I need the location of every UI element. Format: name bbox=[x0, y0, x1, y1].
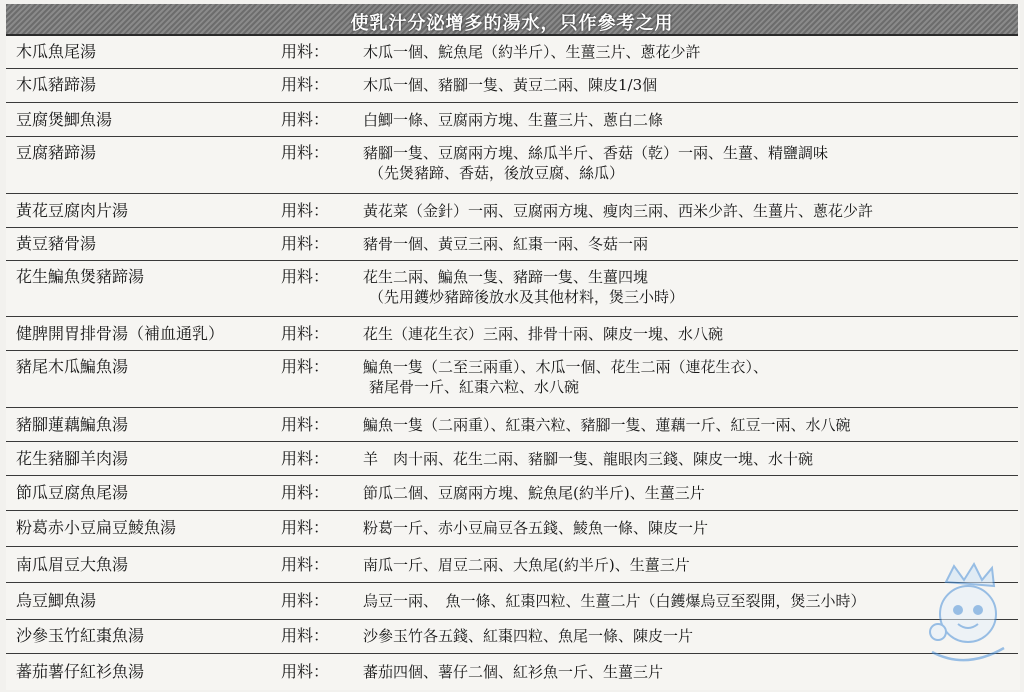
table-row bbox=[6, 193, 1018, 227]
ingredients-line: 羊 肉十兩、花生二兩、豬腳一隻、龍眼肉三錢、陳皮一塊、水十碗 bbox=[363, 449, 814, 468]
ingredients-line: 花生（連花生衣）三兩、排骨十兩、陳皮一塊、水八碗 bbox=[363, 324, 724, 343]
table-row bbox=[6, 68, 1018, 102]
ingredients-label: 用料： bbox=[281, 260, 361, 317]
ingredients-line: 粉葛一斤、赤小豆扁豆各五錢、鯪魚一條、陳皮一片 bbox=[363, 519, 709, 538]
recipe-ingredients bbox=[361, 260, 1018, 317]
ingredients-label: 用料： bbox=[281, 619, 361, 653]
recipe-name: 豆腐豬蹄湯 bbox=[6, 137, 281, 194]
document-title: 使乳汁分泌增多的湯水，只作參考之用 bbox=[350, 13, 674, 34]
ingredients-label: 用料： bbox=[281, 583, 361, 619]
ingredients-label: 用料： bbox=[281, 228, 361, 260]
recipe-ingredients bbox=[361, 351, 1018, 408]
recipe-name: 健脾開胃排骨湯（補血通乳） bbox=[6, 317, 281, 351]
recipe-ingredients bbox=[361, 476, 1018, 510]
recipe-name: 豆腐煲鯽魚湯 bbox=[6, 103, 281, 137]
recipe-name: 黃豆豬骨湯 bbox=[6, 228, 281, 260]
recipe-name: 黃花豆腐肉片湯 bbox=[6, 193, 281, 227]
recipe-ingredients bbox=[361, 317, 1018, 351]
recipe-ingredients bbox=[361, 137, 1018, 194]
ingredients-line: 鯿魚一隻（二至三兩重）、木瓜一個、花生二兩（連花生衣）、 bbox=[363, 358, 769, 377]
recipe-table bbox=[6, 36, 1018, 690]
ingredients-line: 白鯽一條、豆腐兩方塊、生薑三片、蔥白二條 bbox=[363, 110, 664, 129]
recipe-name: 節瓜豆腐魚尾湯 bbox=[6, 476, 281, 510]
table-row bbox=[6, 351, 1018, 408]
ingredients-label: 用料： bbox=[281, 476, 361, 510]
recipe-ingredients bbox=[361, 510, 1018, 546]
ingredients-line: 沙參玉竹各五錢、紅棗四粒、魚尾一條、陳皮一片 bbox=[363, 627, 694, 646]
table-row bbox=[6, 260, 1018, 317]
title-bar bbox=[6, 4, 1018, 36]
table-row bbox=[6, 583, 1018, 619]
ingredients-line-2: （先煲豬蹄、香菇，後放豆腐、絲瓜） bbox=[369, 164, 625, 183]
baby-kingdom-watermark-logo bbox=[916, 552, 1016, 682]
recipe-name: 南瓜眉豆大魚湯 bbox=[6, 547, 281, 583]
recipe-ingredients bbox=[361, 407, 1018, 441]
recipe-name: 烏豆鯽魚湯 bbox=[6, 583, 281, 619]
recipe-ingredients bbox=[361, 68, 1018, 102]
table-row bbox=[6, 137, 1018, 194]
ingredients-label: 用料： bbox=[281, 547, 361, 583]
ingredients-label: 用料： bbox=[281, 317, 361, 351]
ingredients-label: 用料： bbox=[281, 36, 361, 68]
recipe-name: 花生鯿魚煲豬蹄湯 bbox=[6, 260, 281, 317]
recipe-name: 沙參玉竹紅棗魚湯 bbox=[6, 619, 281, 653]
recipe-ingredients bbox=[361, 193, 1018, 227]
ingredients-line: 鯿魚一隻（二兩重）、紅棗六粒、豬腳一隻、蓮藕一斤、紅豆一兩、水八碗 bbox=[363, 415, 851, 434]
recipe-name: 木瓜魚尾湯 bbox=[6, 36, 281, 68]
table-row bbox=[6, 407, 1018, 441]
ingredients-line: 節瓜二個、豆腐兩方塊、鯇魚尾(約半斤)、生薑三片 bbox=[363, 484, 705, 503]
recipe-name: 豬腳蓮藕鯿魚湯 bbox=[6, 407, 281, 441]
table-row bbox=[6, 228, 1018, 260]
recipe-ingredients bbox=[361, 228, 1018, 260]
ingredients-label: 用料： bbox=[281, 137, 361, 194]
ingredients-label: 用料： bbox=[281, 442, 361, 476]
table-row bbox=[6, 36, 1018, 68]
recipe-name: 蕃茄薯仔紅衫魚湯 bbox=[16, 662, 145, 682]
table-row bbox=[6, 654, 1018, 690]
ingredients-line: 花生二兩、鯿魚一隻、豬蹄一隻、生薑四塊 bbox=[363, 267, 649, 286]
ingredients-line: 南瓜一斤、眉豆二兩、大魚尾(約半斤)、生薑三片 bbox=[363, 555, 690, 574]
ingredients-label: 用料： bbox=[281, 193, 361, 227]
ingredients-line: 黃花菜（金針）一兩、豆腐兩方塊、瘦肉三兩、西米少許、生薑片、蔥花少許 bbox=[363, 201, 874, 220]
ingredients-line: 豬腳一隻、豆腐兩方塊、絲瓜半斤、香菇（乾）一兩、生薑、精鹽調味 bbox=[363, 144, 829, 163]
recipe-ingredients bbox=[361, 442, 1018, 476]
recipe-name: 花生豬腳羊肉湯 bbox=[6, 442, 281, 476]
ingredients-line-2: 豬尾骨一斤、紅棗六粒、水八碗 bbox=[369, 378, 580, 397]
table-row bbox=[6, 619, 1018, 653]
ingredients-label: 用料： bbox=[281, 407, 361, 441]
table-row bbox=[6, 510, 1018, 546]
ingredients-label: 用料： bbox=[281, 68, 361, 102]
ingredients-line: 烏豆一兩、 魚一條、紅棗四粒、生薑二片（白鑊爆烏豆至裂開，煲三小時） bbox=[363, 592, 866, 611]
table-row bbox=[6, 476, 1018, 510]
table-row bbox=[6, 317, 1018, 351]
ingredients-line: 木瓜一個、鯇魚尾（約半斤）、生薑三片、蔥花少許 bbox=[363, 42, 701, 61]
ingredients-line-2: （先用鑊炒豬蹄後放水及其他材料，煲三小時） bbox=[369, 287, 685, 306]
ingredients-line: 木瓜一個、豬腳一隻、黃豆二兩、陳皮1/3個 bbox=[363, 76, 658, 95]
recipe-ingredients bbox=[361, 36, 1018, 68]
table-row bbox=[6, 547, 1018, 583]
table-row bbox=[6, 103, 1018, 137]
recipe-name: 豬尾木瓜鯿魚湯 bbox=[6, 351, 281, 408]
recipe-name: 木瓜豬蹄湯 bbox=[6, 68, 281, 102]
ingredients-label: 用料： bbox=[281, 351, 361, 408]
table-row bbox=[6, 442, 1018, 476]
recipe-ingredients bbox=[361, 103, 1018, 137]
ingredients-line: 豬骨一個、黃豆三兩、紅棗一兩、冬菇一兩 bbox=[363, 234, 649, 253]
ingredients-label: 用料： bbox=[281, 510, 361, 546]
ingredients-label: 用料： bbox=[281, 103, 361, 137]
recipe-name: 粉葛赤小豆扁豆鯪魚湯 bbox=[6, 510, 281, 546]
ingredients-label: 用料： bbox=[281, 662, 330, 682]
ingredients-line: 蕃茄四個、薯仔二個、紅衫魚一斤、生薑三片 bbox=[363, 663, 664, 682]
